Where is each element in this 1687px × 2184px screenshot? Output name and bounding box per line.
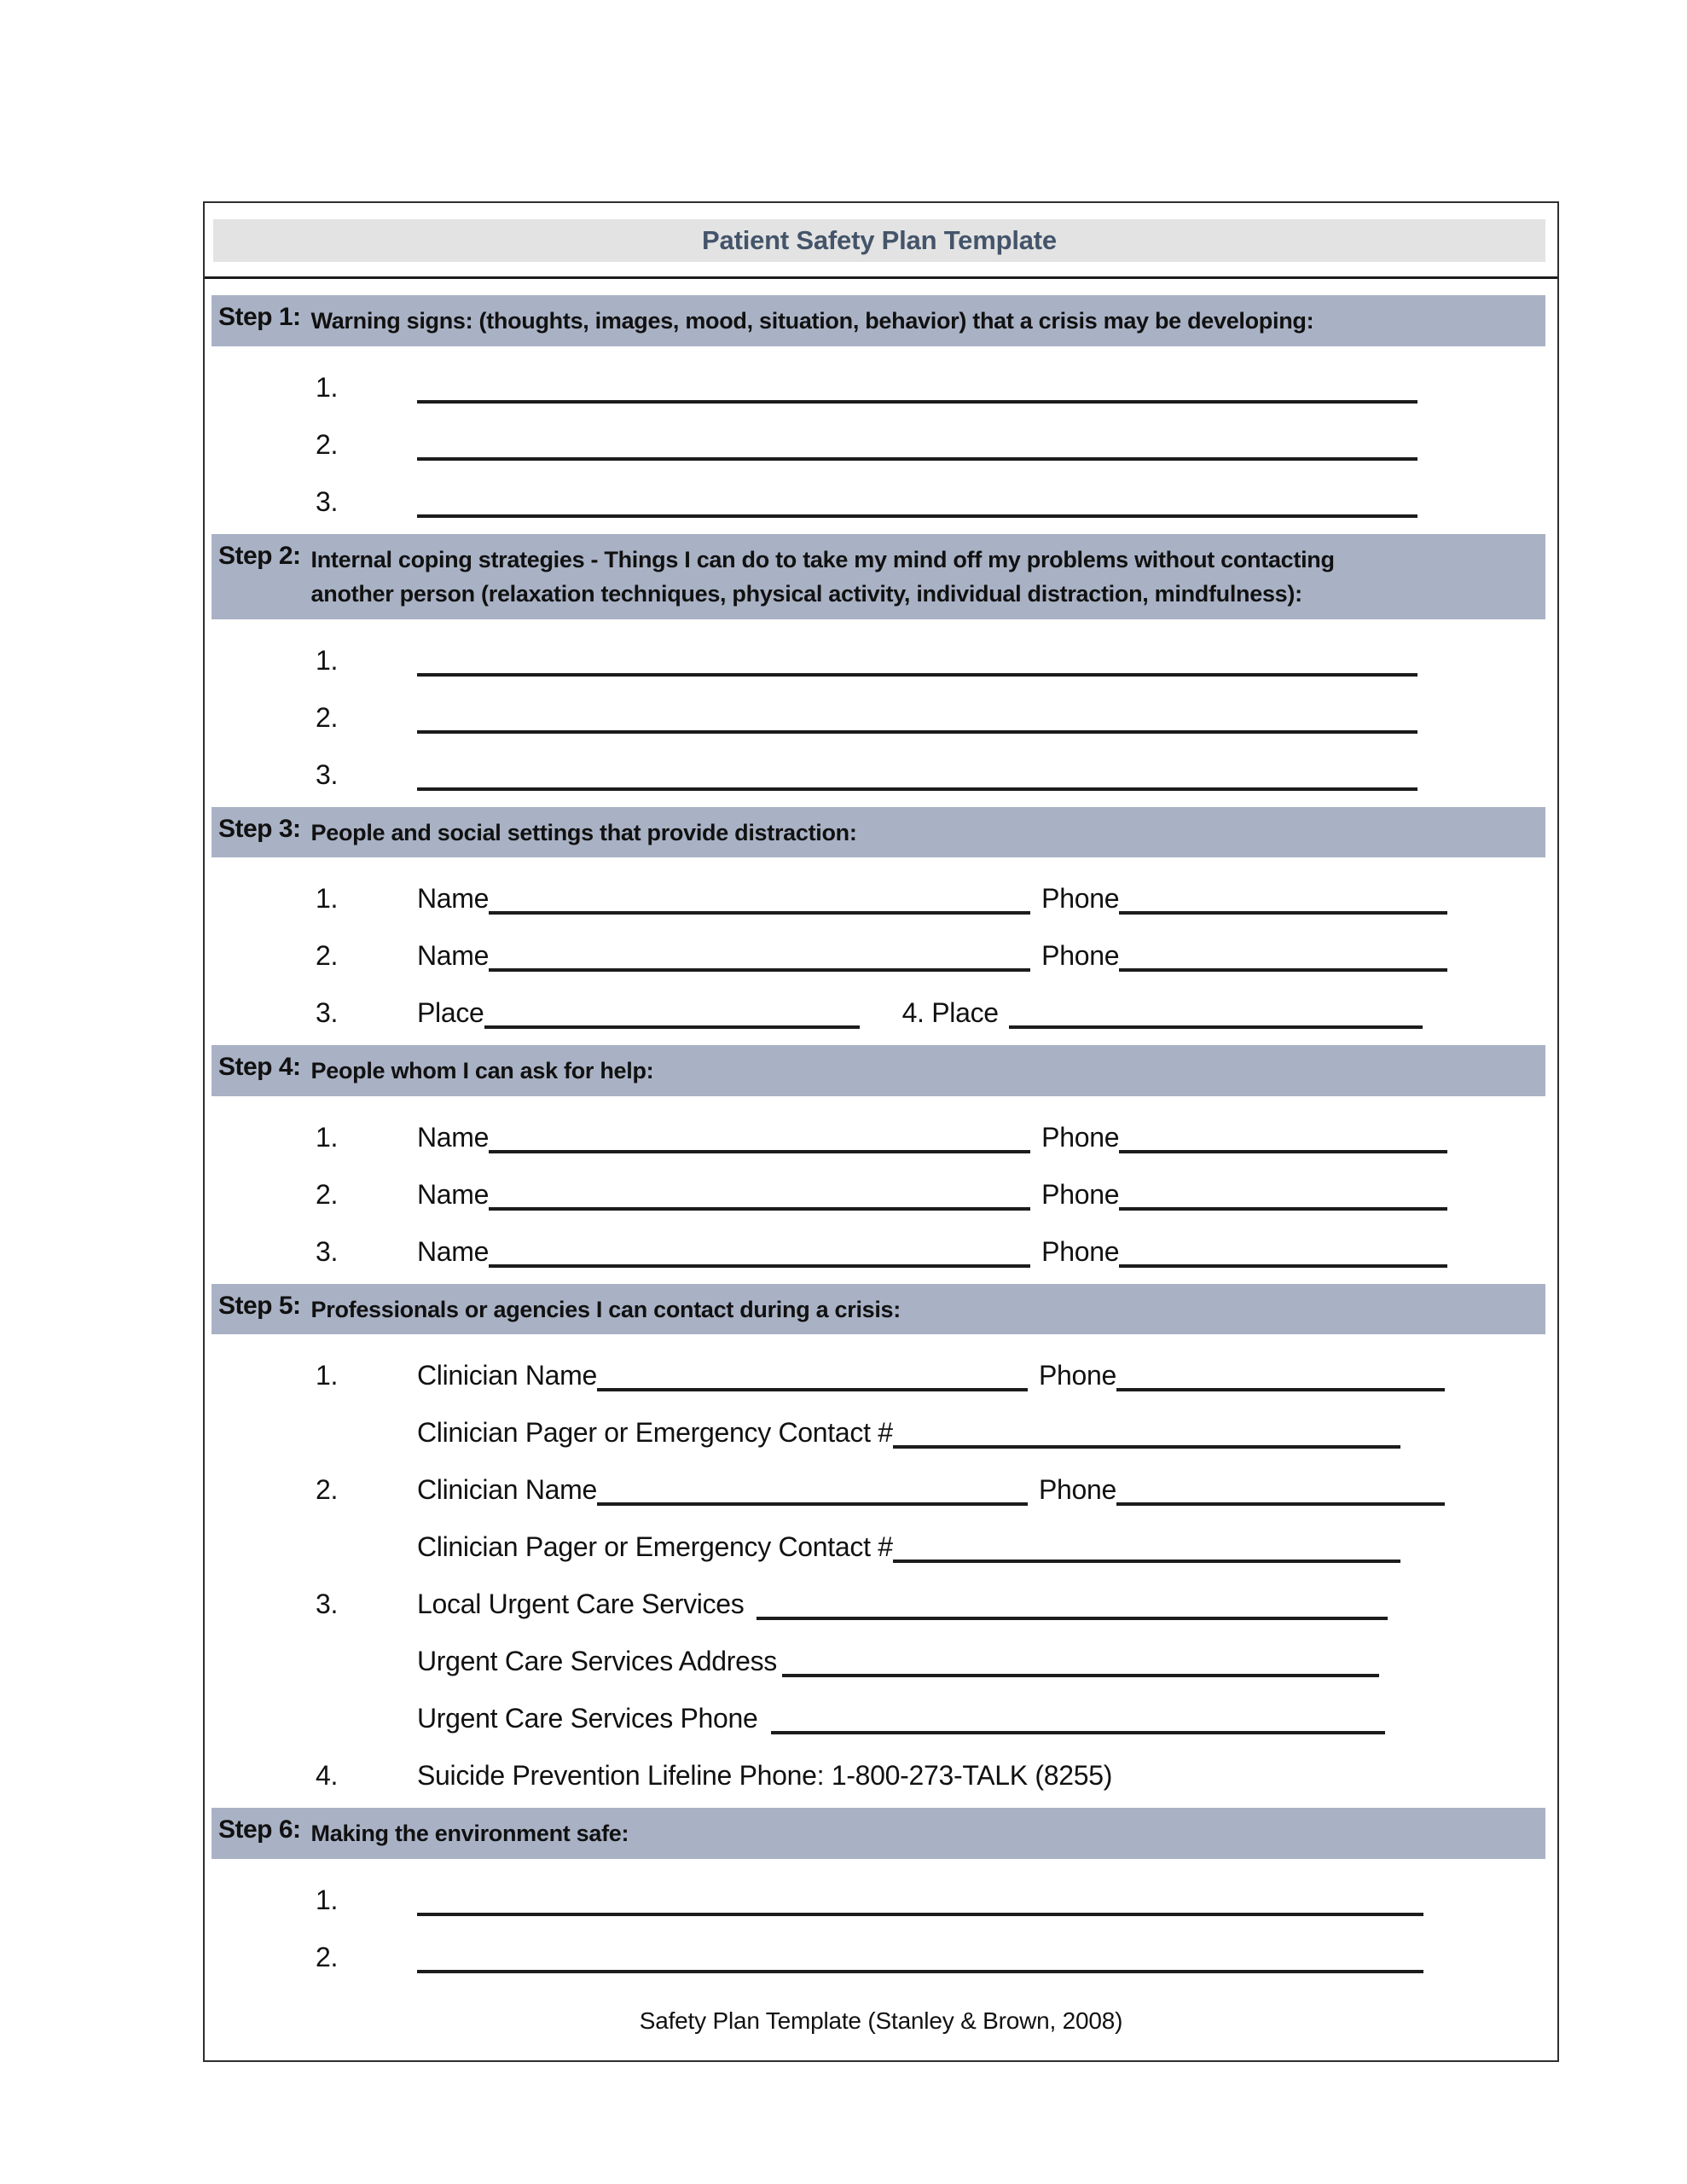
blank-line	[1119, 967, 1447, 972]
field-segment	[417, 1912, 1423, 1916]
field-label: Phone	[1041, 1121, 1120, 1153]
document-title-bar	[213, 219, 1545, 262]
field-label: Clinician Pager or Emergency Contact #	[417, 1417, 893, 1449]
field-label: Name	[417, 883, 490, 915]
field-segment	[417, 1360, 1028, 1391]
blank-line	[417, 399, 1417, 404]
step-label: Step 4:	[218, 1053, 301, 1081]
step-rows	[205, 1096, 1557, 1268]
step-section-4	[205, 1045, 1557, 1268]
form-row	[316, 1916, 1557, 1973]
blank-line	[893, 1444, 1400, 1449]
field-segment	[417, 1969, 1423, 1973]
step-rows	[205, 857, 1557, 1029]
field-label: Clinician Pager or Emergency Contact #	[417, 1531, 893, 1563]
step-rows	[205, 619, 1557, 791]
blank-line	[489, 967, 1030, 972]
field-segment	[417, 456, 1417, 461]
form-row	[316, 1506, 1557, 1563]
form-row	[316, 1211, 1557, 1268]
field-segment	[1039, 1474, 1445, 1506]
row-number: 1.	[316, 371, 339, 403]
form-row	[316, 1563, 1557, 1620]
field-segment	[417, 1417, 1400, 1449]
field-segment	[1041, 1122, 1447, 1153]
step-label: Step 6:	[218, 1815, 301, 1844]
form-row	[316, 461, 1557, 518]
form-row	[316, 1620, 1557, 1677]
row-number: 3.	[316, 997, 339, 1028]
form-row	[316, 619, 1557, 677]
row-number: 2.	[316, 1178, 339, 1210]
field-segment	[417, 940, 1030, 972]
row-number: 3.	[316, 1589, 339, 1619]
blank-line	[1119, 910, 1447, 915]
field-segment	[417, 1589, 1388, 1620]
field-segment	[417, 1531, 1400, 1563]
step-label: Step 3:	[218, 814, 301, 843]
row-number: 3.	[316, 1235, 339, 1267]
field-segment	[417, 1474, 1028, 1506]
blank-line	[489, 1206, 1030, 1211]
field-segment	[1041, 940, 1447, 972]
form-row	[316, 1391, 1557, 1449]
step-heading: People whom I can ask for help:	[310, 1058, 654, 1083]
form-row	[316, 1449, 1557, 1506]
steps	[205, 295, 1557, 1973]
blank-line	[417, 514, 1417, 518]
step-header-1	[212, 295, 1545, 346]
step-header-3	[212, 807, 1545, 858]
field-segment	[417, 1703, 1385, 1734]
form-row	[316, 677, 1557, 734]
row-number: 2.	[316, 940, 339, 971]
field-segment	[417, 729, 1417, 734]
blank-line	[771, 1730, 1385, 1734]
blank-line	[484, 1025, 860, 1029]
field-label: Name	[417, 940, 490, 972]
step-header-2	[212, 534, 1545, 619]
field-segment	[417, 514, 1417, 518]
blank-line	[893, 1559, 1400, 1563]
row-number: 2.	[316, 428, 339, 460]
blank-line	[417, 672, 1417, 677]
field-segment	[417, 883, 1030, 915]
step-rows	[205, 346, 1557, 518]
step-label: Step 2:	[218, 541, 301, 570]
field-segment	[417, 1760, 1112, 1792]
blank-line	[1116, 1502, 1445, 1506]
field-label: Phone	[1041, 940, 1120, 972]
field-label: Phone	[1039, 1360, 1117, 1391]
step-section-1	[205, 295, 1557, 518]
field-segment	[417, 1646, 1379, 1677]
step-heading: Professionals or agencies I can contact during a crisis:	[310, 1296, 901, 1322]
step-header-6	[212, 1808, 1545, 1859]
field-segment	[417, 672, 1417, 677]
field-label: Place	[417, 997, 484, 1029]
blank-line	[417, 787, 1417, 791]
row-number: 1.	[316, 883, 339, 914]
field-segment	[417, 1122, 1030, 1153]
blank-line	[417, 456, 1417, 461]
step-label: Step 5:	[218, 1291, 301, 1320]
field-label: Name	[417, 1121, 490, 1153]
step-section-6	[205, 1808, 1557, 1973]
blank-line	[1119, 1149, 1447, 1153]
field-segment	[1041, 1179, 1447, 1211]
row-number: 2.	[316, 1474, 339, 1505]
blank-line	[782, 1673, 1379, 1677]
step-rows	[205, 1859, 1557, 1973]
step-rows	[205, 1334, 1557, 1792]
step-label: Step 1:	[218, 303, 301, 331]
field-segment	[1039, 1360, 1445, 1391]
form-row	[316, 1153, 1557, 1211]
field-label: Local Urgent Care Services	[417, 1589, 745, 1620]
field-label: Clinician Name	[417, 1360, 597, 1391]
form-row	[316, 915, 1557, 972]
blank-line	[417, 1969, 1423, 1973]
step-section-5	[205, 1284, 1557, 1792]
blank-line	[489, 1263, 1030, 1268]
field-label: Phone	[1041, 1178, 1120, 1210]
document-title: Patient Safety Plan Template	[702, 225, 1057, 255]
field-label: Phone	[1041, 883, 1120, 915]
row-number: 1.	[316, 644, 339, 676]
form-row	[316, 404, 1557, 461]
row-number: 1.	[316, 1121, 339, 1153]
field-segment	[1041, 1236, 1447, 1268]
field-label: Phone	[1039, 1474, 1117, 1506]
row-number: 3.	[316, 758, 339, 790]
form-row	[316, 1677, 1557, 1734]
field-segment	[417, 399, 1417, 404]
field-label: Name	[417, 1235, 490, 1267]
blank-line	[1119, 1263, 1447, 1268]
field-label: Clinician Name	[417, 1474, 597, 1506]
blank-line	[489, 910, 1030, 915]
blank-line	[417, 729, 1417, 734]
field-label: Name	[417, 1178, 490, 1210]
row-number: 4.	[316, 1760, 339, 1791]
field-segment	[902, 997, 1423, 1029]
blank-line	[757, 1616, 1388, 1620]
form-row	[316, 1334, 1557, 1391]
step-heading: People and social settings that provide distraction:	[310, 819, 857, 845]
footer-citation: Safety Plan Template (Stanley & Brown, 2008)	[639, 2007, 1123, 2034]
form-row	[316, 1859, 1557, 1916]
field-label: Urgent Care Services Address	[417, 1646, 778, 1677]
field-segment	[417, 997, 860, 1029]
form-row	[316, 1096, 1557, 1153]
title-separator	[205, 276, 1557, 279]
row-number: 1.	[316, 1360, 339, 1391]
blank-line	[489, 1149, 1030, 1153]
form-row	[316, 972, 1557, 1029]
form-row	[316, 734, 1557, 791]
blank-line	[1116, 1387, 1445, 1391]
form-row	[316, 346, 1557, 404]
field-segment	[417, 1236, 1030, 1268]
step-section-3	[205, 807, 1557, 1030]
blank-line	[597, 1502, 1028, 1506]
step-header-4	[212, 1045, 1545, 1096]
field-label: 4. Place	[901, 997, 999, 1029]
field-segment	[1041, 883, 1447, 915]
blank-line	[597, 1387, 1028, 1391]
row-number: 3.	[316, 485, 339, 517]
field-segment	[417, 787, 1417, 791]
form-row	[316, 1734, 1557, 1792]
blank-line	[1119, 1206, 1447, 1211]
field-label: Phone	[1041, 1235, 1120, 1267]
row-number: 1.	[316, 1884, 339, 1915]
step-heading: Making the environment safe:	[310, 1821, 629, 1846]
step-section-2	[205, 534, 1557, 791]
step-header-5	[212, 1284, 1545, 1335]
row-number: 2.	[316, 1941, 339, 1972]
field-segment	[417, 1179, 1030, 1211]
step-heading: Warning signs: (thoughts, images, mood, situation, behavior) that a crisis may be developing:	[310, 308, 1314, 334]
field-label: Suicide Prevention Lifeline Phone: 1-800-273-TALK (8255)	[417, 1760, 1113, 1792]
blank-line	[1009, 1025, 1423, 1029]
row-number: 2.	[316, 701, 339, 733]
step-heading: Internal coping strategies - Things I can do to take my mind off my problems without contacting another person (relaxation techniques, physical activity, individual distraction, mindfulness):	[310, 546, 1335, 607]
field-label: Urgent Care Services Phone	[417, 1703, 758, 1734]
form-row	[316, 857, 1557, 915]
form-container	[203, 201, 1559, 2062]
blank-line	[417, 1912, 1423, 1916]
